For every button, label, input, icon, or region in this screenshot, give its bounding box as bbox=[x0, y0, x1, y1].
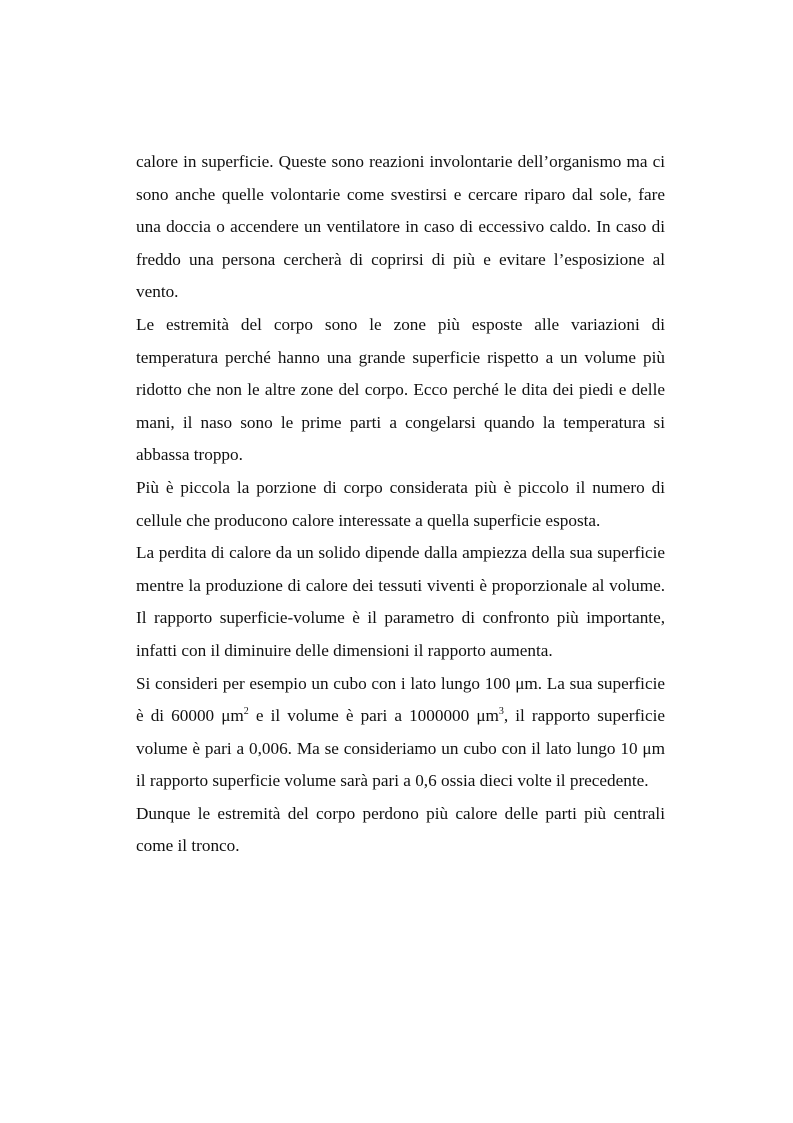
paragraph-6: Dunque le estremità del corpo perdono più calore delle parti più centrali come il tronco. bbox=[136, 803, 665, 856]
paragraph-1: calore in superficie. Queste sono reazioni involontarie dell’organismo ma ci sono anche quelle volontarie come svestirsi e cercare riparo dal sole, fare una doccia o accendere un ventilatore in caso di eccessivo caldo. In caso di freddo una persona cercherà di coprirsi di più e evitare l’esposizione al vento. bbox=[136, 152, 665, 302]
paragraph-5-part-1: Si consideri per esempio un cubo con i lato lungo 100 μm. La sua superficie è di 60000 μm bbox=[136, 673, 665, 726]
superscript-2: 2 bbox=[243, 706, 249, 718]
paragraph-5-part-2: e il volume è pari a 1000000 μm bbox=[248, 706, 499, 726]
body-text bbox=[136, 146, 665, 863]
paragraph-3: Più è piccola la porzione di corpo considerata più è piccolo il numero di cellule che producono calore interessate a quella superficie esposta. bbox=[136, 477, 665, 530]
paragraph-2: Le estremità del corpo sono le zone più esposte alle variazioni di temperatura perché hanno una grande superficie rispetto a un volume più ridotto che non le altre zone del corpo. Ecco perché le dita dei piedi e delle mani, il naso sono le prime parti a congelarsi quando la temperatura si abbassa troppo. bbox=[136, 314, 665, 465]
paragraph-4: La perdita di calore da un solido dipende dalla ampiezza della sua superficie mentre la produzione di calore dei tessuti viventi è proporzionale al volume. Il rapporto superficie-volume è il parametro di confronto più importante, infatti con il diminuire delle dimensioni il rapporto aumenta. bbox=[136, 543, 665, 660]
superscript-3: 3 bbox=[498, 706, 504, 718]
paragraph-5 bbox=[136, 668, 665, 798]
paragraph-5-part-3: , il rapporto superficie volume è pari a 0,006. Ma se consideriamo un cubo con il lato lungo 10 μm il rapporto superficie volume sarà pari a 0,6 ossia dieci volte il precedente. bbox=[136, 706, 665, 791]
